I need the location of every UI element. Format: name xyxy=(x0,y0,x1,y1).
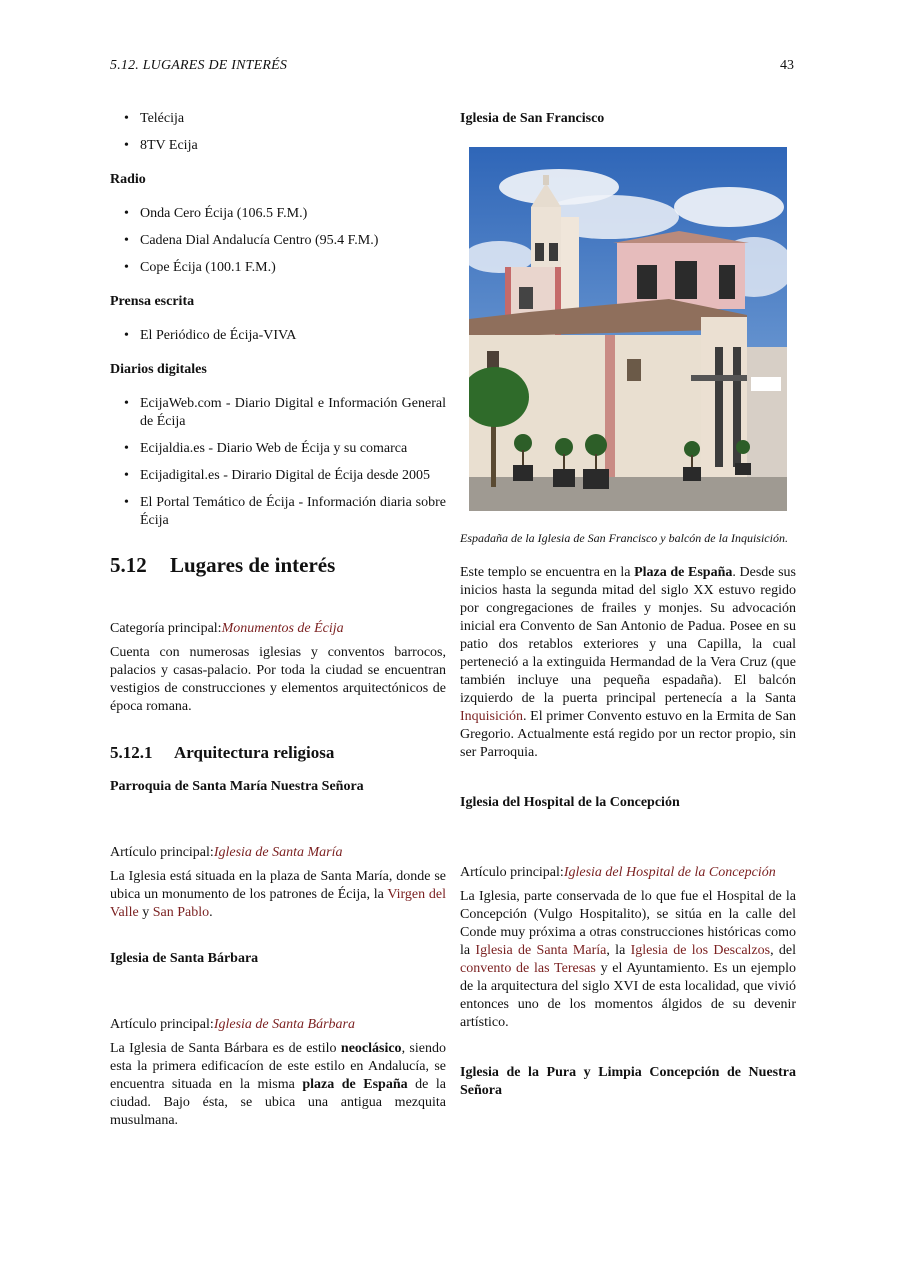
page-number: 43 xyxy=(780,58,794,73)
bold-run: Plaza de España xyxy=(634,565,733,580)
article-label: Artículo principal: xyxy=(460,865,564,880)
section-title: Lugares de interés xyxy=(170,553,336,577)
text-run: La Iglesia está situada en la plaza de Santa María, donde se ubica un monumento de los patrones de Écija, la xyxy=(110,869,446,902)
running-header-section: 5.12. LUGARES DE INTERÉS xyxy=(110,58,288,73)
list-item: • Cope Écija (100.1 F.M.) xyxy=(110,259,446,277)
tv-list xyxy=(110,110,446,155)
left-column xyxy=(110,110,446,1130)
text-run: y xyxy=(138,905,153,920)
hospital-main-article xyxy=(460,864,796,882)
hospital-text xyxy=(460,888,796,1032)
virgen-del-valle-link[interactable]: Virgen del Valle xyxy=(110,887,446,920)
text-run: y el Ayuntamiento. Es un ejemplo de la arquitectura del siglo XVI de esta localidad, que vivió entonces uno de los momentos álgidos de su devenir artístico. xyxy=(460,961,796,1030)
santa-barbara-article-link[interactable]: Iglesia de Santa Bárbara xyxy=(213,1017,355,1032)
radio-list xyxy=(110,205,446,277)
san-francisco-heading: Iglesia de San Francisco xyxy=(460,111,605,126)
subsection-number: 5.12.1 xyxy=(110,743,153,762)
text-run: de la ciudad. Bajo ésta, se ubica una antigua mezquita musulmana. xyxy=(110,1077,446,1128)
subsection-heading xyxy=(110,744,446,762)
text-run: , siendo esta la primera edificacíon de este estilo en Andalucía, se encuentra situada en la misma xyxy=(110,1041,446,1092)
santa-maria-text xyxy=(110,868,446,922)
category-link[interactable]: Monumentos de Écija xyxy=(221,621,344,636)
radio-heading: Radio xyxy=(110,172,146,187)
category-label: Categoría principal: xyxy=(110,621,222,636)
teresas-link[interactable]: convento de las Teresas xyxy=(460,961,596,976)
santa-maria-main-article xyxy=(110,844,446,862)
digital-heading: Diarios digitales xyxy=(110,362,207,377)
text-run: , la xyxy=(606,943,631,958)
list-item: • Ecijadigital.es - Dirario Digital de Écija desde 2005 xyxy=(110,467,446,485)
list-item: • EcijaWeb.com - Diario Digital e Información General de Écija xyxy=(110,395,446,431)
article-label: Artículo principal: xyxy=(110,1017,214,1032)
list-item: • El Portal Temático de Écija - Información diaria sobre Écija xyxy=(110,494,446,530)
list-item: • 8TV Ecija xyxy=(110,137,446,155)
photo-caption: Espadaña de la Iglesia de San Francisco y balcón de la Inquisición. xyxy=(460,531,788,545)
text-run: . El primer Convento estuvo en la Ermita de San Gregorio. Actualmente está regido por un rector propio, sin ser Parroquia. xyxy=(460,709,796,760)
santa-maria-article-link[interactable]: Iglesia de Santa María xyxy=(213,845,343,860)
text-run: , del xyxy=(770,943,797,958)
inquisicion-link[interactable]: Inquisición xyxy=(460,709,523,724)
san-pablo-link[interactable]: San Pablo xyxy=(152,905,210,920)
descalzos-link[interactable]: Iglesia de los Descalzos xyxy=(630,943,771,958)
press-heading: Prensa escrita xyxy=(110,294,195,309)
pura-limpia-heading: Iglesia de la Pura y Limpia Concepción de Nuestra Señora xyxy=(460,1065,796,1098)
category-line xyxy=(110,620,446,638)
santa-barbara-heading: Iglesia de Santa Bárbara xyxy=(110,951,259,966)
text-run: La Iglesia, parte conservada de lo que fue el Hospital de la Concepción (Vulgo Hospitalito), se sitúa en la calle del Conde muy próxima a otras construcciones históricas como la xyxy=(460,889,796,958)
san-francisco-photo xyxy=(469,147,787,511)
article-label: Artículo principal: xyxy=(110,845,214,860)
santa-barbara-text xyxy=(110,1040,446,1130)
santa-barbara-main-article xyxy=(110,1016,446,1034)
bold-run: plaza de España xyxy=(302,1077,408,1092)
text-run: La Iglesia de Santa Bárbara es de estilo xyxy=(110,1041,341,1056)
press-list xyxy=(110,327,446,345)
list-item: • Ecijaldia.es - Diario Web de Écija y su comarca xyxy=(110,440,446,458)
section-number: 5.12 xyxy=(110,553,147,577)
list-item: • El Periódico de Écija-VIVA xyxy=(110,327,446,345)
text-run: Este templo se encuentra en la xyxy=(460,565,635,580)
list-item: • Telécija xyxy=(110,110,446,128)
bold-run: neoclásico xyxy=(340,1041,402,1056)
santa-maria-heading: Parroquia de Santa María Nuestra Señora xyxy=(110,779,364,794)
subsection-title: Arquitectura religiosa xyxy=(174,743,335,762)
hospital-heading: Iglesia del Hospital de la Concepción xyxy=(460,795,680,810)
section-intro: Cuenta con numerosas iglesias y conventos barrocos, palacios y casas-palacio. Por toda la ciudad se encuentran vestigios de construcciones y elementos arquitectónicos de época romana. xyxy=(110,645,446,714)
santa-maria-link[interactable]: Iglesia de Santa María xyxy=(475,943,607,958)
list-item: • Onda Cero Écija (106.5 F.M.) xyxy=(110,205,446,223)
section-heading xyxy=(110,553,446,577)
digital-list xyxy=(110,395,446,530)
text-run: . Desde sus inicios hasta la segunda mitad del siglo XX estuvo regido por congregaciones de frailes y monjes. Su advocación inicial era Convento de San Antonio de Padua. Posee en su patio dos retablos exteriores y una Capilla, la cual perteneció a la extinguida Hermandad de la Vera Cruz (que también incluye una pequeña espadaña). El balcón izquierdo de la puerta principal pertenecía a la Santa xyxy=(460,565,797,706)
text-run: . xyxy=(209,905,213,920)
list-item: • Cadena Dial Andalucía Centro (95.4 F.M.) xyxy=(110,232,446,250)
hospital-article-link[interactable]: Iglesia del Hospital de la Concepción xyxy=(563,865,776,880)
right-column xyxy=(460,110,796,1100)
san-francisco-text xyxy=(460,564,796,762)
